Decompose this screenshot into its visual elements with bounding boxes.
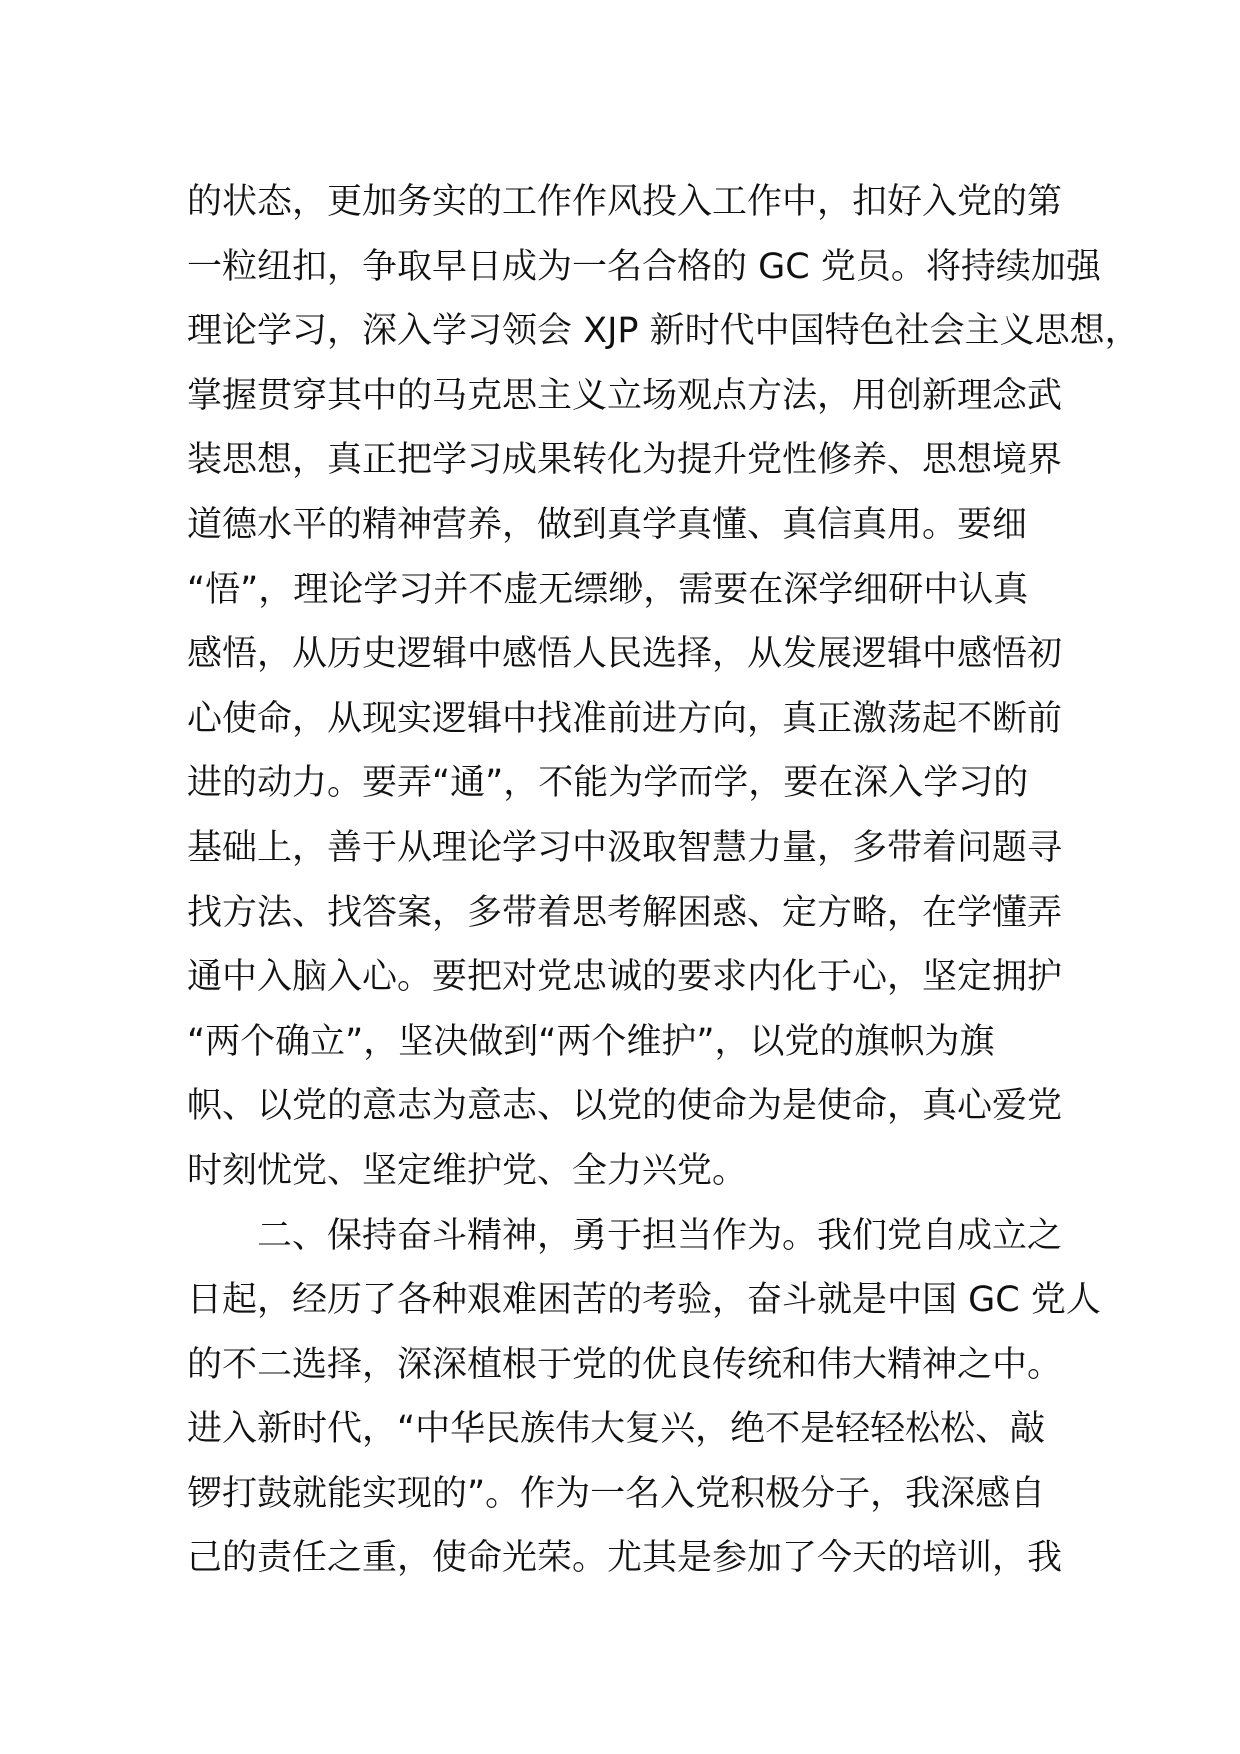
text-line: 通中入脑入心。要把对党忠诚的要求内化于心，坚定拥护 [187, 957, 1063, 998]
paragraph-start-line: 二、保持奋斗精神，勇于担当作为。我们党自成立之 [187, 1215, 1063, 1256]
text-line: 基础上，善于从理论学习中汲取智慧力量，多带着问题寻 [187, 827, 1063, 868]
text-line: 帜、以党的意志为意志、以党的使命为是使命，真心爱党 [187, 1086, 1063, 1127]
text-line: 进入新时代，“中华民族伟大复兴，绝不是轻轻松松、敲 [187, 1409, 1046, 1450]
text-line: 锣打鼓就能实现的”。作为一名入党积极分子，我深感自 [187, 1473, 1046, 1514]
text-line: 找方法、找答案，多带着思考解困惑、定方略，在学懂弄 [187, 892, 1063, 933]
text-line: 装思想，真正把学习成果转化为提升党性修养、思想境界 [187, 440, 1063, 481]
text-line: 感悟，从历史逻辑中感悟人民选择，从发展逻辑中感悟初 [187, 634, 1063, 675]
text-line: 进的动力。要弄“通”，不能为学而学，要在深入学习的 [187, 763, 1029, 804]
text-line: 日起，经历了各种艰难困苦的考验，奋斗就是中国 GC 党人 [187, 1280, 1101, 1321]
text-line: 掌握贯穿其中的马克思主义立场观点方法，用创新理念武 [187, 375, 1063, 416]
text-line: 时刻忧党、坚定维护党、全力兴党。 [187, 1150, 748, 1191]
text-line: 道德水平的精神营养，做到真学真懂、真信真用。要细 [187, 504, 1028, 545]
text-line: 理论学习，深入学习领会 XJP 新时代中国特色社会主义思想， [187, 311, 1140, 352]
text-line: 心使命，从现实逻辑中找准前进方向，真正激荡起不断前 [187, 698, 1063, 739]
text-line: 己的责任之重，使命光荣。尤其是参加了今天的培训，我 [187, 1538, 1063, 1579]
text-line: “两个确立”，坚决做到“两个维护”，以党的旗帜为旗 [187, 1021, 995, 1062]
text-line: 的不二选择，深深植根于党的优良传统和伟大精神之中。 [187, 1344, 1063, 1385]
text-line: 一粒纽扣，争取早日成为一名合格的 GC 党员。将持续加强 [187, 246, 1101, 287]
text-line: “悟”，理论学习并不虚无缥缈，需要在深学细研中认真 [187, 569, 1029, 610]
document-body [187, 170, 1140, 1591]
text-line: 的状态，更加务实的工作作风投入工作中，扣好入党的第 [187, 182, 1063, 222]
